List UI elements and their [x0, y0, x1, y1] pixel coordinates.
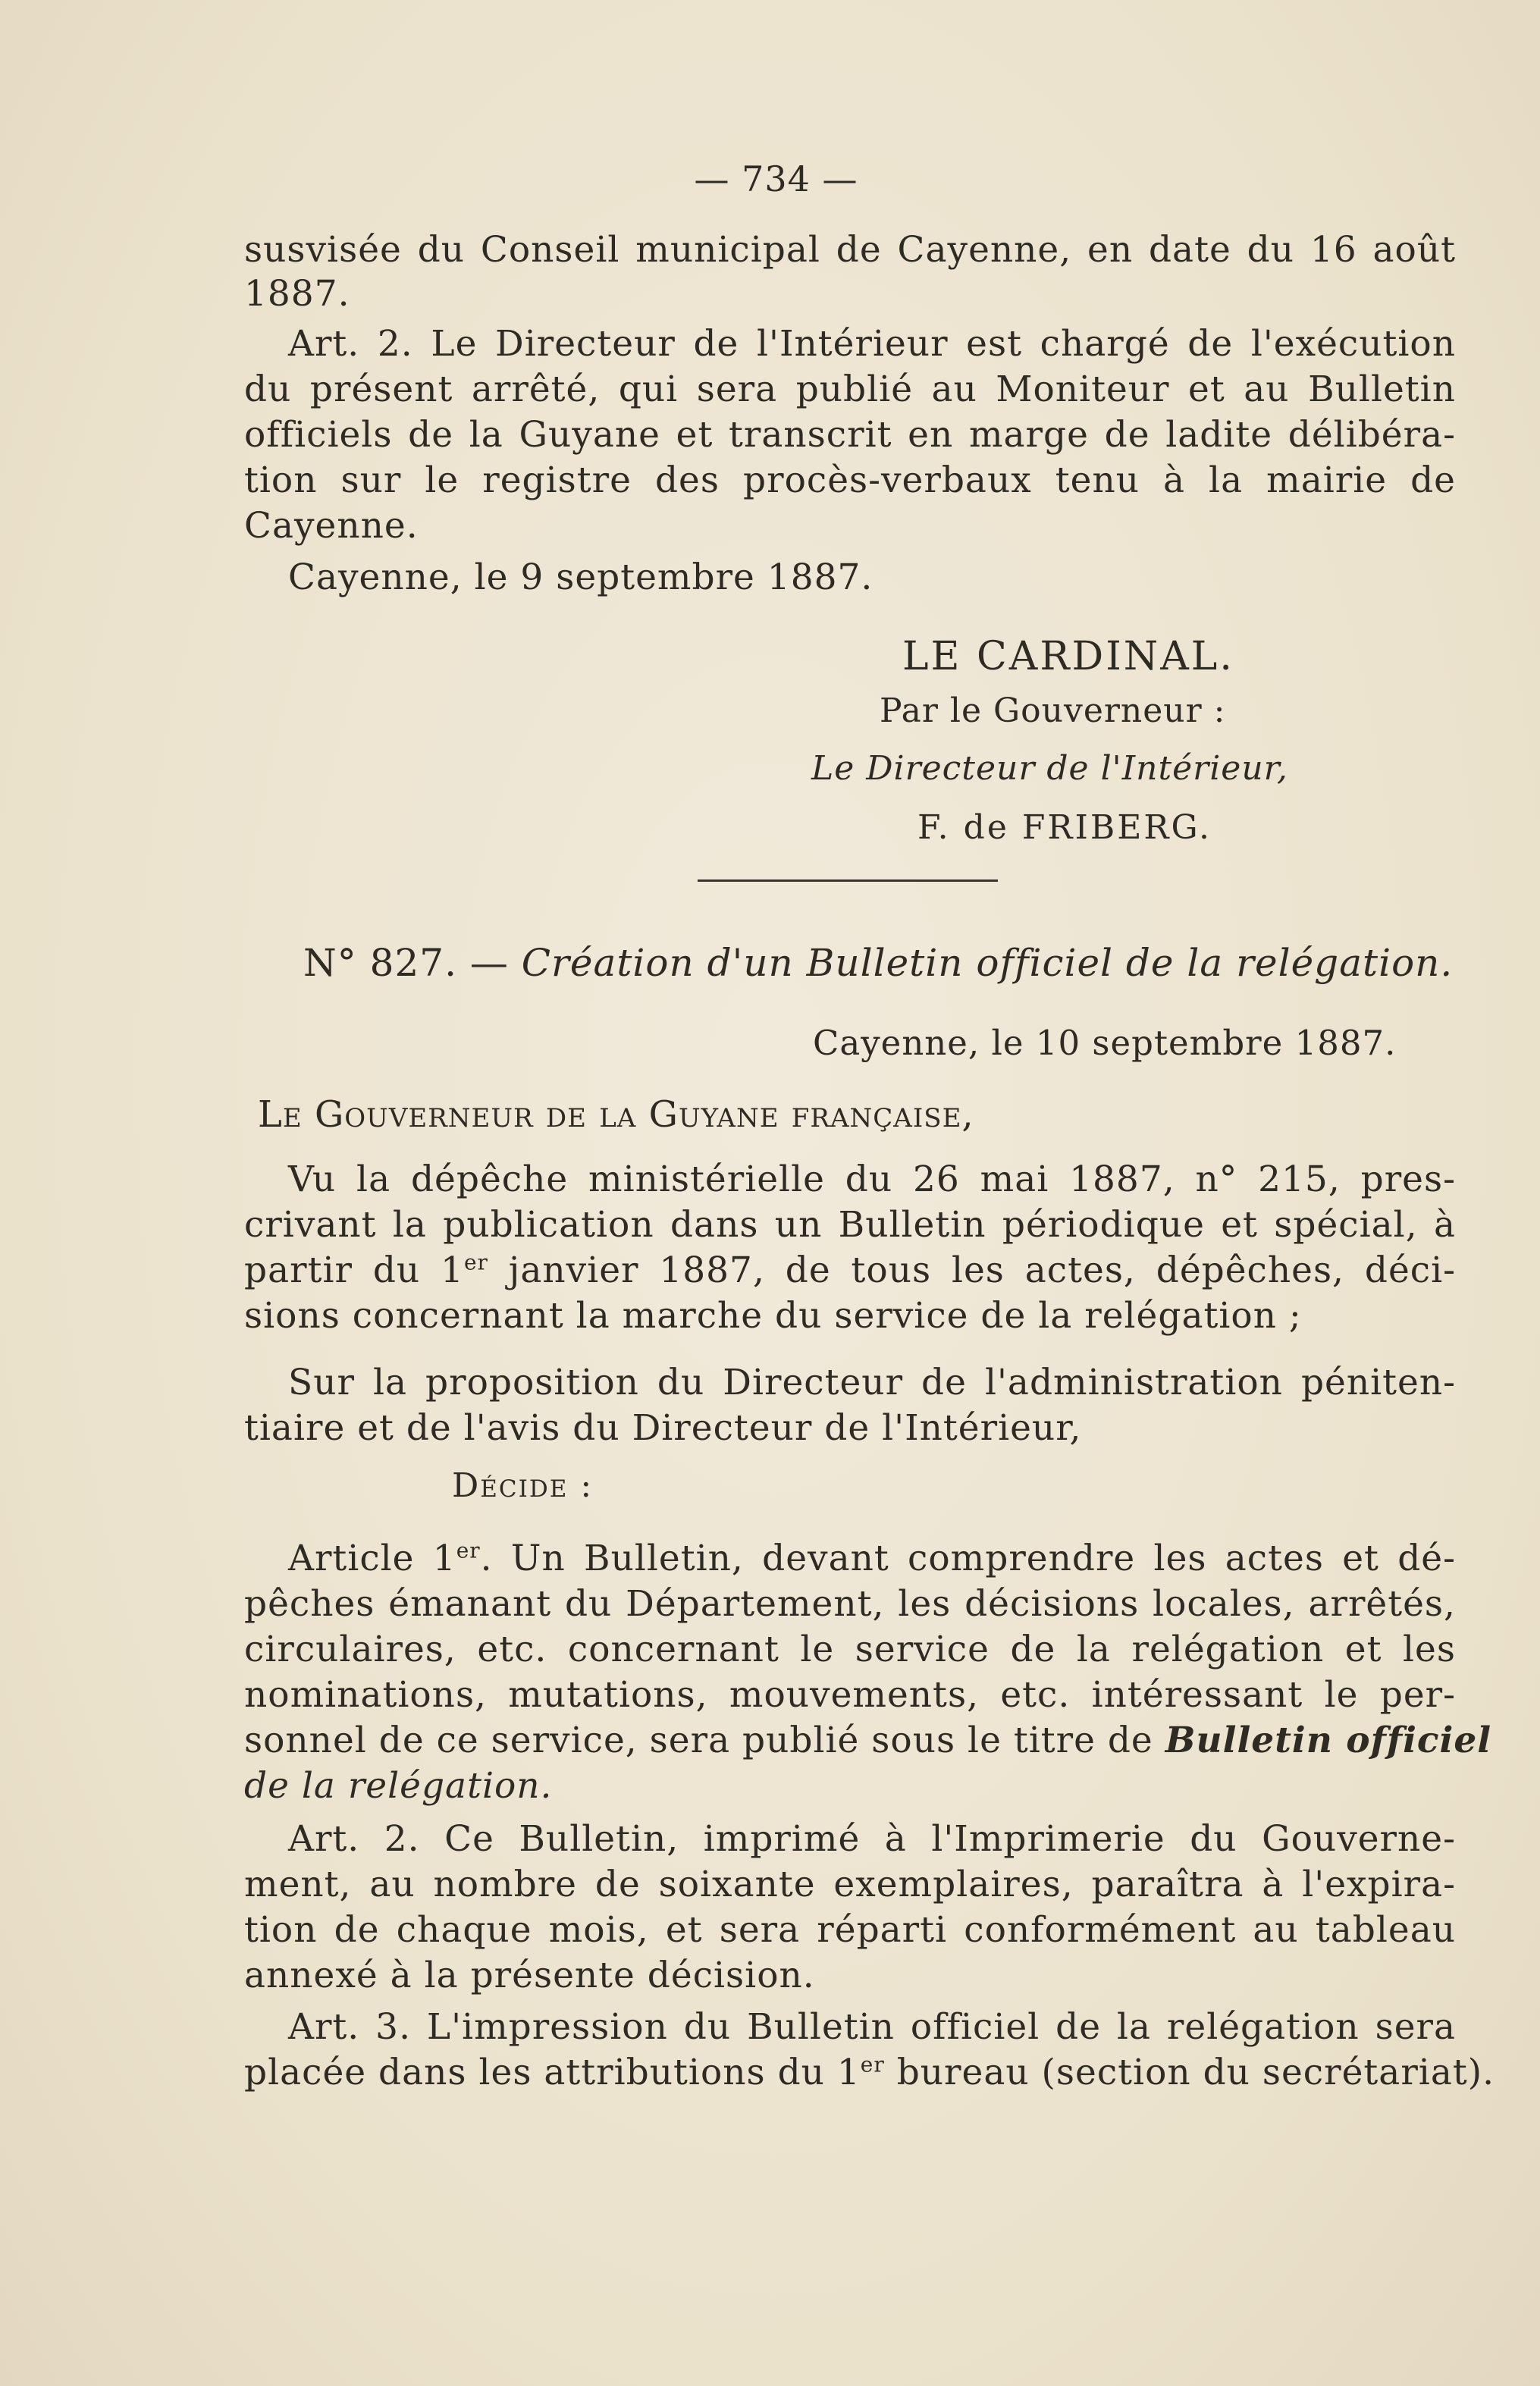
superscript: er [860, 2052, 885, 2077]
text-span: janvier 1887, de tous les actes, dépêches, déci- [488, 1249, 1456, 1291]
page-number: — 734 — [694, 158, 858, 199]
text-line: Art. 2. Ce Bulletin, imprimé à l'Imprimerie du Gouverne- [288, 1818, 1456, 1860]
text-line: sions concernant la marche du service de la relégation ; [244, 1295, 1302, 1337]
text-line: annexé à la présente décision. [244, 1955, 815, 1996]
text-span: bureau (section du secrétariat). [884, 2052, 1495, 2093]
text-line: officiels de la Guyane et transcrit en marge de ladite délibéra- [244, 414, 1456, 456]
section-heading [303, 940, 1453, 986]
text-line: nominations, mutations, mouvements, etc. intéressant le per- [244, 1674, 1456, 1716]
dateline: Cayenne, le 9 septembre 1887. [288, 557, 874, 598]
text-line: pêches émanant du Département, les décisions locales, arrêtés, [244, 1583, 1456, 1625]
superscript: er [456, 1538, 481, 1563]
text-line: Sur la proposition du Directeur de l'administration péniten- [288, 1362, 1456, 1403]
section-title: Création d'un Bulletin officiel de la relégation. [521, 941, 1454, 985]
italic-span: Bulletin officiel [1165, 1720, 1492, 1761]
text-line [244, 1248, 1456, 1293]
text-span: sonnel de ce service, sera publié sous le titre de [244, 1720, 1165, 1761]
text-line: ment, au nombre de soixante exemplaires, paraîtra à l'expira- [244, 1864, 1456, 1905]
signature-line: Le Directeur de l'Intérieur, [811, 749, 1288, 788]
text-line: Art. 3. L'impression du Bulletin officiel de la relégation sera [288, 2006, 1456, 2048]
text-line: Cayenne. [244, 505, 419, 547]
dateline: Cayenne, le 10 septembre 1887. [813, 1023, 1397, 1063]
text-line: Vu la dépêche ministérielle du 26 mai 1887, n° 215, pres- [288, 1159, 1456, 1200]
superscript: er [463, 1249, 488, 1275]
text-line [244, 1718, 1492, 1764]
text-span: placée dans les attributions du 1 [244, 2052, 861, 2093]
signature-name: LE CARDINAL. [902, 634, 1234, 679]
text-span: Article 1 [288, 1538, 456, 1579]
text-line [244, 2050, 1495, 2096]
text-line [288, 1536, 1456, 1582]
text-line: 1887. [244, 273, 350, 315]
signature-line: Par le Gouverneur : [880, 691, 1226, 730]
text-line: de la relégation. [244, 1765, 553, 1807]
text-line: susvisée du Conseil municipal de Cayenne, en date du 16 août [244, 229, 1456, 271]
text-span: partir du 1 [244, 1249, 464, 1291]
text-line: tion sur le registre des procès-verbaux tenu à la mairie de [244, 459, 1456, 501]
text-line: tiaire et de l'avis du Directeur de l'Intérieur, [244, 1407, 1082, 1449]
text-line: circulaires, etc. concernant le service de la relégation et les [244, 1629, 1456, 1670]
section-number: N° 827. — [303, 941, 522, 985]
text-line: Art. 2. Le Directeur de l'Intérieur est chargé de l'exécution [288, 323, 1456, 365]
text-line: tion de chaque mois, et sera réparti conformément au tableau [244, 1909, 1456, 1951]
decision-heading: Décide : [452, 1466, 594, 1505]
text-span: . Un Bulletin, devant comprendre les actes et dé- [480, 1538, 1456, 1579]
text-line: crivant la publication dans un Bulletin périodique et spécial, à [244, 1204, 1456, 1246]
text-line: du présent arrêté, qui sera publié au Moniteur et au Bulletin [244, 368, 1456, 410]
section-divider [698, 879, 998, 882]
issuer-line: Le Gouverneur de la Guyane française, [258, 1093, 974, 1136]
signature-line: F. de FRIBERG. [917, 808, 1212, 847]
